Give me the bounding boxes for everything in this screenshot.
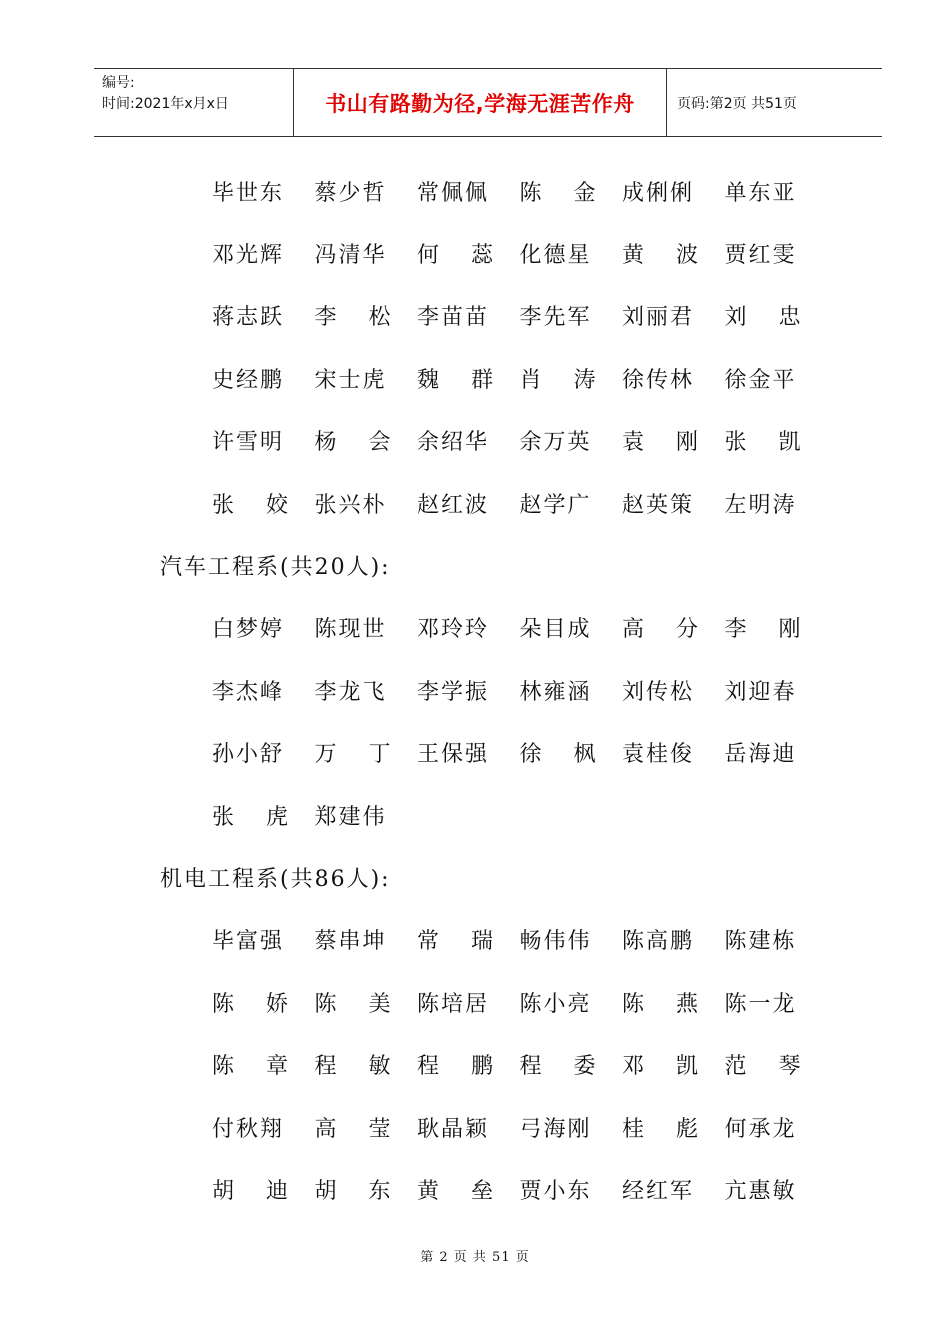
person-name: 陈 燕 bbox=[622, 991, 698, 1017]
name-row bbox=[0, 1158, 950, 1220]
person-name: 胡 东 bbox=[314, 1178, 391, 1204]
person-name: 毕富强 bbox=[212, 929, 285, 955]
person-name: 万 丁 bbox=[314, 742, 391, 768]
person-name: 范 琴 bbox=[724, 1054, 801, 1080]
name-row bbox=[0, 285, 950, 347]
person-name: 陈现世 bbox=[314, 617, 387, 643]
person-name: 邓 凯 bbox=[622, 1054, 698, 1080]
person-name: 杨 会 bbox=[314, 430, 391, 456]
person-name: 赵红波 bbox=[417, 492, 490, 518]
name-row bbox=[0, 222, 950, 284]
name-group-mech bbox=[0, 909, 950, 1221]
person-name: 亢惠敏 bbox=[724, 1178, 797, 1204]
person-name: 毕世东 bbox=[212, 180, 285, 206]
person-name: 陈建栋 bbox=[724, 929, 797, 955]
person-name: 蔡串坤 bbox=[314, 929, 387, 955]
person-name: 高 分 bbox=[622, 617, 698, 643]
person-name: 左明涛 bbox=[724, 492, 797, 518]
person-name: 冯清华 bbox=[314, 243, 387, 269]
person-name: 刘丽君 bbox=[622, 305, 695, 331]
dept-heading-auto: 汽车工程系(共20人): bbox=[160, 555, 391, 581]
person-name: 史经鹏 bbox=[212, 367, 285, 393]
person-name: 经红军 bbox=[622, 1178, 695, 1204]
person-name: 袁 刚 bbox=[622, 430, 698, 456]
person-name: 徐传林 bbox=[622, 367, 695, 393]
person-name: 李杰峰 bbox=[212, 679, 285, 705]
person-name: 付秋翔 bbox=[212, 1116, 285, 1142]
person-name: 陈 美 bbox=[314, 991, 391, 1017]
header-meta bbox=[94, 69, 294, 136]
person-name: 耿晶颖 bbox=[417, 1116, 490, 1142]
person-name: 黄 垒 bbox=[417, 1178, 493, 1204]
name-row bbox=[0, 347, 950, 409]
person-name: 何承龙 bbox=[724, 1116, 797, 1142]
person-name: 李 刚 bbox=[724, 617, 801, 643]
person-name: 李先军 bbox=[519, 305, 592, 331]
header-motto: 书山有路勤为径,学海无涯苦作舟 bbox=[294, 69, 667, 136]
name-row bbox=[0, 909, 950, 971]
person-name: 桂 彪 bbox=[622, 1116, 698, 1142]
person-name: 黄 波 bbox=[622, 243, 698, 269]
name-row bbox=[0, 597, 950, 659]
document-body bbox=[0, 160, 950, 1221]
person-name: 成俐俐 bbox=[622, 180, 695, 206]
person-name: 李龙飞 bbox=[314, 679, 387, 705]
person-name: 蒋志跃 bbox=[212, 305, 285, 331]
person-name: 化德星 bbox=[519, 243, 592, 269]
person-name: 陈高鹏 bbox=[622, 929, 695, 955]
person-name: 赵英策 bbox=[622, 492, 695, 518]
person-name: 张 姣 bbox=[212, 492, 288, 518]
person-name: 弓海刚 bbox=[519, 1116, 592, 1142]
name-row bbox=[0, 722, 950, 784]
person-name: 王保强 bbox=[417, 742, 490, 768]
time-label: 时间:2021年x月x日 bbox=[102, 96, 229, 112]
name-row bbox=[0, 160, 950, 222]
person-name: 程 敏 bbox=[314, 1054, 391, 1080]
person-name: 张兴朴 bbox=[314, 492, 387, 518]
person-name: 徐金平 bbox=[724, 367, 797, 393]
person-name: 岳海迪 bbox=[724, 742, 797, 768]
dept-heading-mech: 机电工程系(共86人): bbox=[160, 866, 391, 892]
person-name: 李苗苗 bbox=[417, 305, 490, 331]
person-name: 余绍华 bbox=[417, 430, 490, 456]
person-name: 刘迎春 bbox=[724, 679, 797, 705]
person-name: 张 凯 bbox=[724, 430, 801, 456]
person-name: 白梦婷 bbox=[212, 617, 285, 643]
person-name: 程 委 bbox=[519, 1054, 596, 1080]
person-name: 肖 涛 bbox=[519, 367, 596, 393]
person-name: 陈小亮 bbox=[519, 991, 592, 1017]
person-name: 贾红雯 bbox=[724, 243, 797, 269]
person-name: 陈一龙 bbox=[724, 991, 797, 1017]
person-name: 李 松 bbox=[314, 305, 391, 331]
page-header bbox=[94, 68, 882, 137]
person-name: 徐 枫 bbox=[519, 742, 596, 768]
person-name: 刘传松 bbox=[622, 679, 695, 705]
number-label: 编号: bbox=[102, 75, 135, 91]
person-name: 孙小舒 bbox=[212, 742, 285, 768]
person-name: 高 莹 bbox=[314, 1116, 391, 1142]
person-name: 陈 娇 bbox=[212, 991, 288, 1017]
person-name: 朵目成 bbox=[519, 617, 592, 643]
person-name: 李学振 bbox=[417, 679, 490, 705]
person-name: 余万英 bbox=[519, 430, 592, 456]
person-name: 林雍涵 bbox=[519, 679, 592, 705]
person-name: 常佩佩 bbox=[417, 180, 490, 206]
person-name: 张 虎 bbox=[212, 804, 288, 830]
person-name: 宋士虎 bbox=[314, 367, 387, 393]
name-row bbox=[0, 971, 950, 1033]
person-name: 郑建伟 bbox=[314, 804, 387, 830]
name-group-continued bbox=[0, 160, 950, 534]
header-page-info: 页码:第2页 共51页 bbox=[677, 95, 797, 112]
person-name: 程 鹏 bbox=[417, 1054, 493, 1080]
person-name: 何 蕊 bbox=[417, 243, 493, 269]
person-name: 蔡少哲 bbox=[314, 180, 387, 206]
person-name: 许雪明 bbox=[212, 430, 285, 456]
person-name: 陈 金 bbox=[519, 180, 596, 206]
person-name: 胡 迪 bbox=[212, 1178, 288, 1204]
name-row bbox=[0, 1096, 950, 1158]
person-name: 贾小东 bbox=[519, 1178, 592, 1204]
person-name: 赵学广 bbox=[519, 492, 592, 518]
name-group-auto bbox=[0, 597, 950, 847]
person-name: 刘 忠 bbox=[724, 305, 801, 331]
name-row bbox=[0, 659, 950, 721]
name-row bbox=[0, 784, 950, 846]
name-row bbox=[0, 1033, 950, 1095]
name-row bbox=[0, 410, 950, 472]
person-name: 陈培居 bbox=[417, 991, 490, 1017]
person-name: 常 瑞 bbox=[417, 929, 493, 955]
person-name: 邓光辉 bbox=[212, 243, 285, 269]
person-name: 邓玲玲 bbox=[417, 617, 490, 643]
person-name: 袁桂俊 bbox=[622, 742, 695, 768]
person-name: 畅伟伟 bbox=[519, 929, 592, 955]
name-row bbox=[0, 472, 950, 534]
person-name: 单东亚 bbox=[724, 180, 797, 206]
page-footer: 第 2 页 共 51 页 bbox=[420, 1250, 530, 1265]
person-name: 陈 章 bbox=[212, 1054, 288, 1080]
person-name: 魏 群 bbox=[417, 367, 493, 393]
